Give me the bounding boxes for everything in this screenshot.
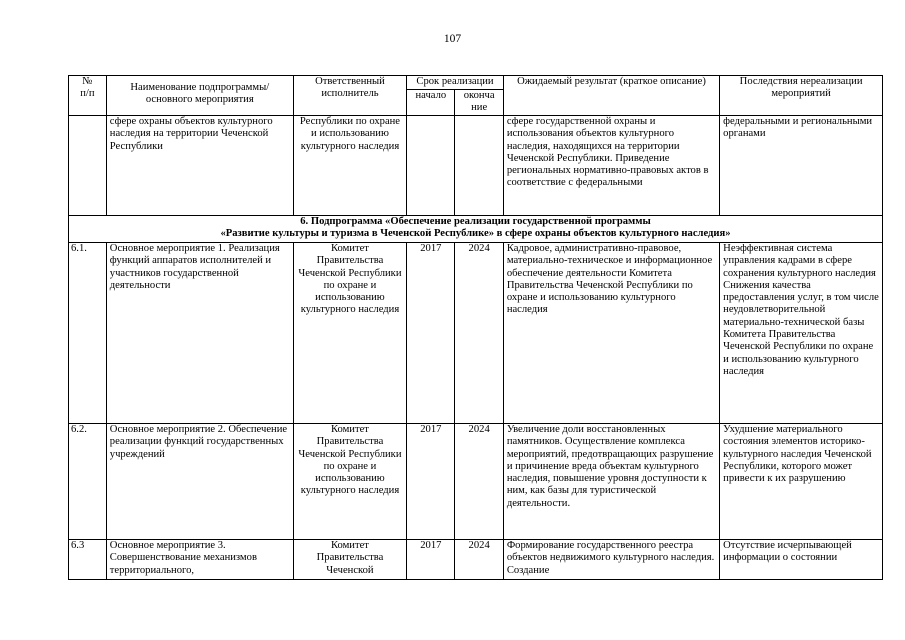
cell-num xyxy=(69,116,107,216)
cell-result: Увеличение доли восстановленных памятников. Осуществление комплекса мероприятий, предотвращающих разрушение и причинение вреда объектам культурного наследия, повышение уровня доступности к ним, как базы для туристической деятельности. xyxy=(503,424,719,540)
cell-result: Кадровое, административно-правовое, материально-техническое и информационное обеспечение деятельности Комитета Правительства Чеченской Республики по охране и использованию культурного наследия xyxy=(503,243,719,424)
header-executor: Ответственный исполнитель xyxy=(293,76,406,116)
header-start: начало xyxy=(407,90,455,116)
section-row xyxy=(69,216,883,243)
cell-consequences: Неэффективная система управления кадрами в сфере сохранения культурного наследия Снижения качества предоставления услуг, в том числе неудовлетворительной материально-технической базы Комитета Правительства Чеченской Республики по охране и использованию культурного наследия xyxy=(720,243,883,424)
cell-result: Формирование государственного реестра объектов недвижимого культурного наследия. Создание xyxy=(503,540,719,580)
cell-name: Основное мероприятие 1. Реализация функций аппаратов исполнителей и участников государственной деятельности xyxy=(106,243,293,424)
cell-start: 2017 xyxy=(407,424,455,540)
header-period: Срок реализации xyxy=(407,76,504,90)
cell-result: сфере государственной охраны и использования объектов культурного наследия, находящихся на территории Чеченской Республики. Приведение региональных нормативно-правовых актов в соответствие с федеральными xyxy=(503,116,719,216)
page-number: 107 xyxy=(443,33,462,45)
cell-start: 2017 xyxy=(407,540,455,580)
cell-name: Основное мероприятие 3. Совершенствование механизмов территориального, xyxy=(106,540,293,580)
cell-executor: Комитет Правительства Чеченской Республики по охране и использованию культурного наследия xyxy=(293,243,406,424)
header-result: Ожидаемый результат (краткое описание) xyxy=(503,76,719,116)
cell-consequences: Отсутствие исчерпывающей информации о состоянии xyxy=(720,540,883,580)
cell-name: Основное мероприятие 2. Обеспечение реализации функций государственных учреждений xyxy=(106,424,293,540)
cell-end: 2024 xyxy=(455,424,503,540)
cell-name: сфере охраны объектов культурного наследия на территории Чеченской Республики xyxy=(106,116,293,216)
cell-executor: Комитет Правительства Чеченской Республики по охране и использованию культурного наследия xyxy=(293,424,406,540)
table-row xyxy=(69,116,883,216)
cell-num: 6.2. xyxy=(69,424,107,540)
header-name: Наименование подпрограммы/ основного мероприятия xyxy=(106,76,293,116)
cell-end: 2024 xyxy=(455,540,503,580)
cell-end: 2024 xyxy=(455,243,503,424)
cell-executor: Комитет Правительства Чеченской xyxy=(293,540,406,580)
cell-num: 6.3 xyxy=(69,540,107,580)
section-title-line1: 6. Подпрограмма «Обеспечение реализации государственной программы xyxy=(300,216,651,227)
header-row xyxy=(69,76,883,90)
cell-executor: Республики по охране и использованию культурного наследия xyxy=(293,116,406,216)
table-row xyxy=(69,243,883,424)
cell-start: 2017 xyxy=(407,243,455,424)
cell-num: 6.1. xyxy=(69,243,107,424)
table-row xyxy=(69,540,883,580)
section-title-line2: «Развитие культуры и туризма в Чеченской Республике» в сфере охраны объектов культурного наследия» xyxy=(220,228,731,240)
cell-start xyxy=(407,116,455,216)
table-row xyxy=(69,424,883,540)
program-table xyxy=(68,75,883,580)
header-consequences: Последствия нереализации мероприятий xyxy=(720,76,883,116)
header-end: оконча ние xyxy=(455,90,503,116)
header-num: № п/п xyxy=(69,76,107,116)
cell-end xyxy=(455,116,503,216)
cell-consequences: Ухудшение материального состояния элементов историко-культурного наследия Чеченской Республики, которого может привести к их разрушению xyxy=(720,424,883,540)
cell-consequences: федеральными и региональными органами xyxy=(720,116,883,216)
